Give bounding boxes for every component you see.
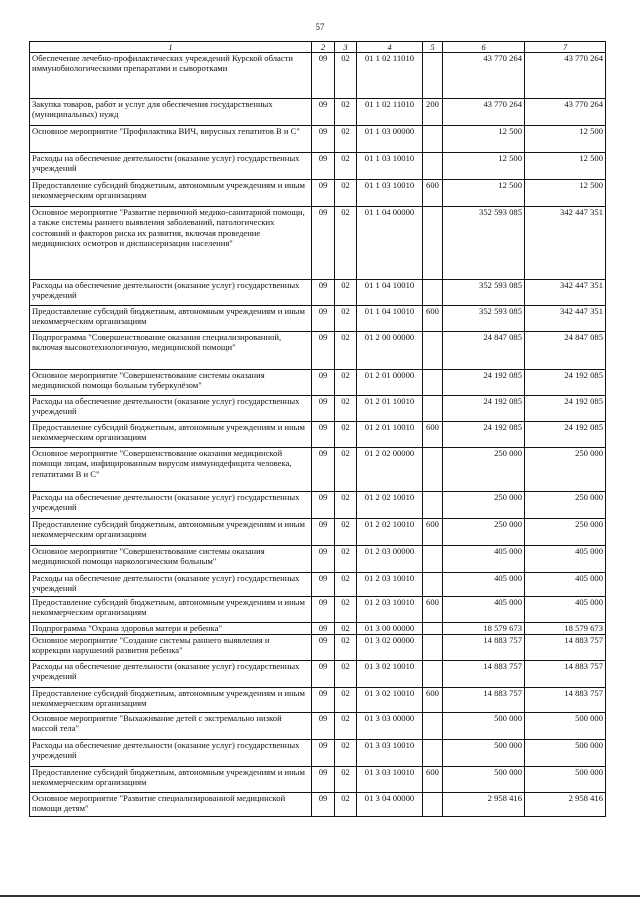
amount-year1-cell: 2 958 416 [443, 793, 525, 817]
expense-type-cell [423, 280, 443, 306]
expense-type-cell: 600 [423, 519, 443, 546]
amount-year2-cell: 12 500 [525, 180, 606, 207]
target-article-cell: 01 3 04 00000 [357, 793, 423, 817]
target-article-cell: 01 3 03 00000 [357, 713, 423, 740]
subsection-cell: 02 [335, 53, 357, 99]
section-cell: 09 [312, 422, 335, 448]
expense-type-cell [423, 207, 443, 280]
row-name-cell: Предоставление субсидий бюджетным, автономным учреждениям и иным некоммерческим организациям [30, 767, 312, 793]
amount-year1-cell: 250 000 [443, 448, 525, 492]
expense-type-cell [423, 53, 443, 99]
target-article-cell: 01 3 03 10010 [357, 767, 423, 793]
table-row [30, 519, 606, 546]
section-cell: 09 [312, 53, 335, 99]
target-article-cell: 01 2 00 00000 [357, 332, 423, 370]
amount-year2-cell: 405 000 [525, 546, 606, 573]
column-header-6: 6 [443, 42, 525, 53]
section-cell: 09 [312, 370, 335, 396]
row-name-cell: Основное мероприятие "Совершенствование системы оказания медицинской помощи наркологическим больным" [30, 546, 312, 573]
table-row [30, 793, 606, 817]
subsection-cell: 02 [335, 492, 357, 519]
section-cell: 09 [312, 280, 335, 306]
section-cell: 09 [312, 661, 335, 688]
table-row [30, 180, 606, 207]
amount-year2-cell: 500 000 [525, 767, 606, 793]
column-header-5: 5 [423, 42, 443, 53]
table-row [30, 207, 606, 280]
expense-type-cell [423, 635, 443, 661]
expense-type-cell [423, 793, 443, 817]
amount-year1-cell: 12 500 [443, 180, 525, 207]
row-name-cell: Предоставление субсидий бюджетным, автономным учреждениям и иным некоммерческим организациям [30, 180, 312, 207]
table-row [30, 306, 606, 332]
section-cell: 09 [312, 546, 335, 573]
target-article-cell: 01 3 02 00000 [357, 635, 423, 661]
amount-year1-cell: 250 000 [443, 519, 525, 546]
section-cell: 09 [312, 573, 335, 597]
amount-year1-cell: 14 883 757 [443, 661, 525, 688]
expense-type-cell: 600 [423, 180, 443, 207]
subsection-cell: 02 [335, 793, 357, 817]
amount-year2-cell: 12 500 [525, 126, 606, 153]
column-header-4: 4 [357, 42, 423, 53]
amount-year1-cell: 500 000 [443, 740, 525, 767]
row-name-cell: Основное мероприятие "Совершенствование системы оказания медицинской помощи больным туберкулёзом" [30, 370, 312, 396]
section-cell: 09 [312, 396, 335, 422]
target-article-cell: 01 3 03 10010 [357, 740, 423, 767]
expense-type-cell [423, 573, 443, 597]
section-cell: 09 [312, 740, 335, 767]
section-cell: 09 [312, 332, 335, 370]
row-name-cell: Предоставление субсидий бюджетным, автономным учреждениям и иным некоммерческим организациям [30, 688, 312, 713]
subsection-cell: 02 [335, 396, 357, 422]
target-article-cell: 01 2 02 00000 [357, 448, 423, 492]
section-cell: 09 [312, 713, 335, 740]
amount-year1-cell: 24 847 085 [443, 332, 525, 370]
section-cell: 09 [312, 306, 335, 332]
row-name-cell: Расходы на обеспечение деятельности (оказание услуг) государственных учреждений [30, 573, 312, 597]
table-row [30, 99, 606, 126]
row-name-cell: Предоставление субсидий бюджетным, автономным учреждениям и иным некоммерческим организациям [30, 306, 312, 332]
target-article-cell: 01 2 01 00000 [357, 370, 423, 396]
amount-year2-cell: 250 000 [525, 448, 606, 492]
amount-year2-cell: 250 000 [525, 492, 606, 519]
table-row [30, 332, 606, 370]
amount-year1-cell: 24 192 085 [443, 396, 525, 422]
expense-type-cell [423, 332, 443, 370]
amount-year1-cell: 24 192 085 [443, 422, 525, 448]
amount-year2-cell: 405 000 [525, 573, 606, 597]
table-row [30, 573, 606, 597]
expense-type-cell: 600 [423, 306, 443, 332]
table-row [30, 740, 606, 767]
amount-year2-cell: 405 000 [525, 597, 606, 623]
amount-year2-cell: 342 447 351 [525, 207, 606, 280]
section-cell: 09 [312, 492, 335, 519]
expense-type-cell [423, 546, 443, 573]
amount-year1-cell: 250 000 [443, 492, 525, 519]
page-bottom-rule [0, 895, 640, 897]
amount-year1-cell: 352 593 085 [443, 207, 525, 280]
amount-year1-cell: 500 000 [443, 713, 525, 740]
target-article-cell: 01 2 02 10010 [357, 519, 423, 546]
row-name-cell: Расходы на обеспечение деятельности (оказание услуг) государственных учреждений [30, 661, 312, 688]
column-header-3: 3 [335, 42, 357, 53]
amount-year2-cell: 14 883 757 [525, 688, 606, 713]
section-cell: 09 [312, 623, 335, 635]
target-article-cell: 01 2 03 10010 [357, 573, 423, 597]
section-cell: 09 [312, 793, 335, 817]
subsection-cell: 02 [335, 688, 357, 713]
amount-year2-cell: 500 000 [525, 740, 606, 767]
column-header-1: 1 [30, 42, 312, 53]
amount-year2-cell: 14 883 757 [525, 635, 606, 661]
expense-type-cell [423, 448, 443, 492]
amount-year2-cell: 500 000 [525, 713, 606, 740]
expense-type-cell: 600 [423, 597, 443, 623]
subsection-cell: 02 [335, 519, 357, 546]
amount-year1-cell: 14 883 757 [443, 688, 525, 713]
section-cell: 09 [312, 126, 335, 153]
section-cell: 09 [312, 180, 335, 207]
table-row [30, 422, 606, 448]
expense-type-cell [423, 740, 443, 767]
subsection-cell: 02 [335, 180, 357, 207]
target-article-cell: 01 1 02 11010 [357, 53, 423, 99]
amount-year1-cell: 14 883 757 [443, 635, 525, 661]
subsection-cell: 02 [335, 713, 357, 740]
target-article-cell: 01 2 03 10010 [357, 597, 423, 623]
target-article-cell: 01 2 02 10010 [357, 492, 423, 519]
scan-artifact [0, 12, 640, 16]
subsection-cell: 02 [335, 422, 357, 448]
table-row [30, 448, 606, 492]
row-name-cell: Основное мероприятие "Развитие первичной медико-санитарной помощи, а также системы раннего выявления заболеваний, патологических состояний и факторов риска их развития, включая проведение медицинских осмотров и диспансеризации населения" [30, 207, 312, 280]
table-row [30, 767, 606, 793]
table-row [30, 153, 606, 180]
amount-year1-cell: 500 000 [443, 767, 525, 793]
target-article-cell: 01 1 02 11010 [357, 99, 423, 126]
table-row [30, 546, 606, 573]
section-cell: 09 [312, 688, 335, 713]
target-article-cell: 01 1 04 10010 [357, 280, 423, 306]
subsection-cell: 02 [335, 546, 357, 573]
amount-year2-cell: 342 447 351 [525, 306, 606, 332]
amount-year1-cell: 12 500 [443, 126, 525, 153]
expense-type-cell [423, 713, 443, 740]
amount-year2-cell: 2 958 416 [525, 793, 606, 817]
target-article-cell: 01 2 01 10010 [357, 422, 423, 448]
column-header-2: 2 [312, 42, 335, 53]
subsection-cell: 02 [335, 597, 357, 623]
row-name-cell: Основное мероприятие "Профилактика ВИЧ, вирусных гепатитов В и С" [30, 126, 312, 153]
table-row [30, 688, 606, 713]
amount-year1-cell: 43 770 264 [443, 99, 525, 126]
expense-type-cell [423, 126, 443, 153]
section-cell: 09 [312, 448, 335, 492]
row-name-cell: Расходы на обеспечение деятельности (оказание услуг) государственных учреждений [30, 492, 312, 519]
amount-year1-cell: 43 770 264 [443, 53, 525, 99]
target-article-cell: 01 1 03 10010 [357, 153, 423, 180]
amount-year1-cell: 18 579 673 [443, 623, 525, 635]
row-name-cell: Основное мероприятие "Создание системы раннего выявления и коррекции нарушений развития ребенка" [30, 635, 312, 661]
amount-year2-cell: 12 500 [525, 153, 606, 180]
table-row [30, 492, 606, 519]
amount-year2-cell: 24 192 085 [525, 396, 606, 422]
subsection-cell: 02 [335, 623, 357, 635]
column-header-7: 7 [525, 42, 606, 53]
subsection-cell: 02 [335, 126, 357, 153]
section-cell: 09 [312, 635, 335, 661]
amount-year2-cell: 43 770 264 [525, 53, 606, 99]
target-article-cell: 01 3 02 10010 [357, 688, 423, 713]
amount-year1-cell: 405 000 [443, 597, 525, 623]
subsection-cell: 02 [335, 740, 357, 767]
amount-year1-cell: 405 000 [443, 546, 525, 573]
table-row [30, 370, 606, 396]
section-cell: 09 [312, 153, 335, 180]
amount-year2-cell: 14 883 757 [525, 661, 606, 688]
page-number: 57 [315, 22, 325, 32]
row-name-cell: Предоставление субсидий бюджетным, автономным учреждениям и иным некоммерческим организациям [30, 422, 312, 448]
amount-year2-cell: 24 192 085 [525, 370, 606, 396]
amount-year1-cell: 24 192 085 [443, 370, 525, 396]
section-cell: 09 [312, 597, 335, 623]
expense-type-cell [423, 396, 443, 422]
expense-type-cell: 600 [423, 688, 443, 713]
row-name-cell: Предоставление субсидий бюджетным, автономным учреждениям и иным некоммерческим организациям [30, 597, 312, 623]
section-cell: 09 [312, 767, 335, 793]
expense-type-cell [423, 370, 443, 396]
table-body [30, 53, 606, 817]
amount-year1-cell: 352 593 085 [443, 280, 525, 306]
row-name-cell: Подпрограмма "Охрана здоровья матери и ребенка" [30, 623, 312, 635]
table-row [30, 623, 606, 635]
target-article-cell: 01 3 00 00000 [357, 623, 423, 635]
target-article-cell: 01 2 01 10010 [357, 396, 423, 422]
target-article-cell: 01 2 03 00000 [357, 546, 423, 573]
row-name-cell: Расходы на обеспечение деятельности (оказание услуг) государственных учреждений [30, 280, 312, 306]
expense-type-cell [423, 153, 443, 180]
amount-year1-cell: 405 000 [443, 573, 525, 597]
subsection-cell: 02 [335, 153, 357, 180]
expense-type-cell [423, 661, 443, 688]
expense-type-cell: 200 [423, 99, 443, 126]
table-row [30, 597, 606, 623]
subsection-cell: 02 [335, 661, 357, 688]
subsection-cell: 02 [335, 332, 357, 370]
target-article-cell: 01 1 04 10010 [357, 306, 423, 332]
row-name-cell: Расходы на обеспечение деятельности (оказание услуг) государственных учреждений [30, 153, 312, 180]
subsection-cell: 02 [335, 448, 357, 492]
table-row [30, 126, 606, 153]
target-article-cell: 01 3 02 10010 [357, 661, 423, 688]
subsection-cell: 02 [335, 306, 357, 332]
table-row [30, 53, 606, 99]
subsection-cell: 02 [335, 767, 357, 793]
amount-year2-cell: 24 192 085 [525, 422, 606, 448]
amount-year2-cell: 18 579 673 [525, 623, 606, 635]
subsection-cell: 02 [335, 99, 357, 126]
target-article-cell: 01 1 04 00000 [357, 207, 423, 280]
budget-table [29, 41, 606, 817]
amount-year2-cell: 342 447 351 [525, 280, 606, 306]
row-name-cell: Расходы на обеспечение деятельности (оказание услуг) государственных учреждений [30, 396, 312, 422]
amount-year2-cell: 43 770 264 [525, 99, 606, 126]
amount-year2-cell: 24 847 085 [525, 332, 606, 370]
row-name-cell: Основное мероприятие "Совершенствование оказания медицинской помощи лицам, инфицированным вирусом иммунодефицита человека, гепатитами В и С" [30, 448, 312, 492]
target-article-cell: 01 1 03 10010 [357, 180, 423, 207]
table-row [30, 713, 606, 740]
section-cell: 09 [312, 519, 335, 546]
subsection-cell: 02 [335, 573, 357, 597]
expense-type-cell: 600 [423, 422, 443, 448]
section-cell: 09 [312, 99, 335, 126]
subsection-cell: 02 [335, 370, 357, 396]
row-name-cell: Основное мероприятие "Выхаживание детей с экстремально низкой массой тела" [30, 713, 312, 740]
table-row [30, 280, 606, 306]
table-header-row [30, 42, 606, 53]
section-cell: 09 [312, 207, 335, 280]
row-name-cell: Предоставление субсидий бюджетным, автономным учреждениям и иным некоммерческим организациям [30, 519, 312, 546]
expense-type-cell [423, 623, 443, 635]
subsection-cell: 02 [335, 280, 357, 306]
subsection-cell: 02 [335, 635, 357, 661]
expense-type-cell: 600 [423, 767, 443, 793]
expense-type-cell [423, 492, 443, 519]
amount-year1-cell: 12 500 [443, 153, 525, 180]
row-name-cell: Закупка товаров, работ и услуг для обеспечения государственных (муниципальных) нужд [30, 99, 312, 126]
amount-year1-cell: 352 593 085 [443, 306, 525, 332]
row-name-cell: Расходы на обеспечение деятельности (оказание услуг) государственных учреждений [30, 740, 312, 767]
table-row [30, 396, 606, 422]
table-row [30, 661, 606, 688]
subsection-cell: 02 [335, 207, 357, 280]
row-name-cell: Обеспечение лечебно-профилактических учреждений Курской области иммунобиологическими препаратами и сыворотками [30, 53, 312, 99]
table-row [30, 635, 606, 661]
target-article-cell: 01 1 03 00000 [357, 126, 423, 153]
amount-year2-cell: 250 000 [525, 519, 606, 546]
row-name-cell: Основное мероприятие "Развитие специализированной медицинской помощи детям" [30, 793, 312, 817]
row-name-cell: Подпрограмма "Совершенствование оказания специализированной, включая высокотехнологичную, медицинской помощи" [30, 332, 312, 370]
